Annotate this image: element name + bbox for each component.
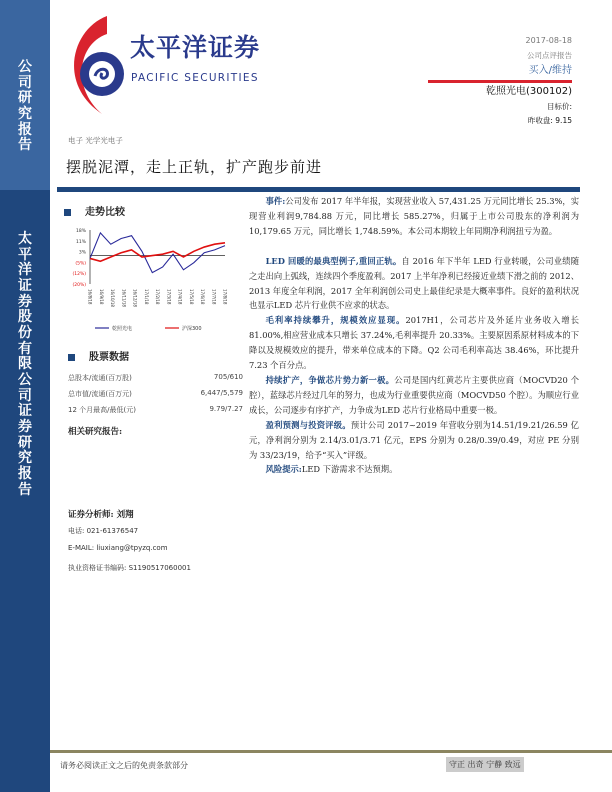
title-divider — [57, 187, 580, 192]
report-date: 2017-08-18 — [525, 36, 572, 45]
stock-data-value: 705/610 — [213, 373, 243, 381]
last-close: 昨收盘: 9.15 — [527, 116, 572, 125]
paragraph-text: 公司是国内红黄芯片主要供应商（MOCVD20 个腔），蓝绿芯片经过几年的努力，也成为行业重要供应商（MOCVD50 个腔）。为顺应行业成长，公司逐步有序扩产，力争成为LED 芯片行业格局中重要一极。 — [249, 374, 579, 415]
y-tick-label: 18% — [75, 229, 86, 234]
x-tick-label: 16/8/18 — [87, 289, 93, 305]
y-tick-label: (20%) — [72, 283, 86, 288]
stock-data-row — [68, 389, 243, 399]
paragraph-lead: 风险提示: — [265, 464, 302, 475]
body-paragraph — [249, 418, 579, 463]
y-tick-label: 3% — [78, 250, 86, 256]
stock-data-heading — [68, 348, 129, 363]
disclaimer-note: 请务必阅读正文之后的免责条款部分 — [60, 761, 188, 770]
bullet-icon — [64, 209, 71, 216]
sidebar-bottom-label: 太 平 洋 证 券 股 份 有 限 公 司 证 券 研 究 报 告 — [18, 231, 32, 498]
bullet-icon — [68, 354, 75, 361]
paragraph-text: 公司发布 2017 年半年报，实现营业收入 57,431.25 万元同比增长 25.3%，实现营业利润9,784.88 万元，同比增长 585.27%，归属于上市公司股东的净利润为 10,179.65 万元，同比增长 1,748.59%。本公司本期较上年同期净利润扭亏为盈。 — [249, 196, 579, 236]
x-tick-label: 17/1/18 — [143, 289, 149, 305]
analyst-heading: 证券分析师: 刘翔 — [68, 510, 134, 520]
footer-divider — [50, 750, 612, 753]
x-tick-label: 17/4/18 — [177, 289, 183, 305]
stock-name: 乾照光电(300102) — [486, 86, 572, 97]
paragraph-text: 预计公司 2017~2019 年营收分别为14.51/19.21/26.59 亿元，净利润分别为 2.14/3.01/3.71 亿元，EPS 分别为 0.28/0.39/0.49，对应 PE 分别为 33/23/19，给予“买入”评级。 — [249, 419, 579, 460]
trend-heading-text: 走势比较 — [85, 207, 125, 218]
x-tick-label: 17/3/18 — [166, 289, 172, 305]
paragraph-text: 自 2016 年下半年 LED 行业转暖，公司业绩随之走出向上弧线，连续四个季度盈利。2017 上半年净利已经接近业绩下滑之前的 2012、2013 年度全年利润，2017 全年利润创公司史上最佳纪录是大概率事件。良好的盈利状况也显示LED 芯片行业供不应求的状态。 — [249, 255, 579, 311]
series-line-stock — [90, 233, 225, 273]
brand-name-cn: 太平洋证券 — [130, 33, 261, 62]
stock-data-value: 9.79/7.27 — [209, 405, 243, 413]
brand-name-en: PACIFIC SECURITIES — [131, 72, 259, 84]
paragraph-lead: LED 回暖的最典型例子,重回正轨。 — [265, 255, 402, 266]
paragraph-lead: 盈利预测与投资评级。 — [265, 419, 351, 430]
rating-underline — [428, 80, 572, 83]
body-paragraph — [249, 313, 579, 373]
x-tick-label: 17/6/18 — [200, 289, 205, 305]
paragraph-lead: 事件: — [265, 196, 286, 206]
body-paragraph — [249, 254, 579, 314]
stock-data-label: 总市值/流通(百万元) — [68, 390, 132, 398]
stock-data-heading-text: 股票数据 — [89, 352, 129, 363]
stock-data-value: 6,447/5,579 — [200, 389, 243, 397]
page-title: 摆脱泥潭，走上正轨，扩产跑步前进 — [66, 158, 323, 176]
analyst-license: 执业资格证书编码: S1190517060001 — [68, 564, 191, 572]
rating: 买入/维持 — [528, 65, 572, 76]
legend-label: 沪深300 — [182, 326, 202, 332]
y-tick-label: (5%) — [75, 261, 86, 267]
body-paragraph — [249, 194, 579, 239]
body-paragraph — [249, 373, 579, 418]
analyst-email: E-MAIL: liuxiang@tpyzq.com — [68, 544, 168, 552]
report-type: 公司点评报告 — [527, 51, 572, 60]
stock-data-row — [68, 405, 243, 415]
stock-data-row — [68, 373, 243, 383]
related-heading: 相关研究报告: — [68, 427, 123, 437]
paragraph-lead: 毛利率持续攀升，规模效应显现。 — [265, 315, 406, 326]
paragraph-text: 2017H1，公司芯片及外延片业务收入增长81.00%,相应营业成本只增长 37.24%,毛利率提升 20.33%。主要原因系原材料成本的下降以及规模效应的提升，带来单位成本的下降。Q2 公司毛利率高达 38.46%，环比提升 7.23 个百分点。 — [249, 315, 579, 371]
target-price: 目标价: — [546, 102, 572, 111]
paragraph-text: LED 下游需求不达预期。 — [301, 464, 398, 475]
trend-chart — [60, 224, 235, 336]
motto: 守正 出奇 宁静 致远 — [446, 757, 524, 772]
paragraph-lead: 持续扩产，争做芯片势力新一极。 — [265, 374, 395, 385]
x-tick-label: 17/7/18 — [211, 289, 217, 305]
x-tick-label: 16/11/18 — [121, 289, 127, 307]
y-tick-label: (12%) — [72, 272, 86, 278]
x-tick-label: 17/5/18 — [188, 289, 194, 305]
sidebar-top-label: 公 司 研 究 报 告 — [18, 59, 32, 154]
x-tick-label: 16/12/18 — [132, 289, 138, 307]
industry: 电子 光学光电子 — [68, 136, 123, 145]
legend-label: 乾照光电 — [112, 326, 133, 332]
body-paragraph — [249, 462, 579, 477]
x-tick-label: 16/10/18 — [110, 289, 115, 307]
analyst-phone: 电话: 021-61376547 — [68, 527, 139, 535]
trend-heading — [64, 203, 125, 218]
x-tick-label: 16/9/18 — [98, 289, 104, 305]
pacific-securities-logo-icon — [62, 14, 132, 119]
x-tick-label: 17/8/18 — [222, 289, 228, 305]
x-tick-label: 17/2/18 — [155, 289, 160, 305]
stock-data-label: 12 个月最高/最低(元) — [68, 406, 136, 414]
y-tick-label: 11% — [75, 239, 86, 245]
stock-data-label: 总股本/流通(百万股) — [68, 374, 132, 382]
report-body — [249, 194, 579, 477]
